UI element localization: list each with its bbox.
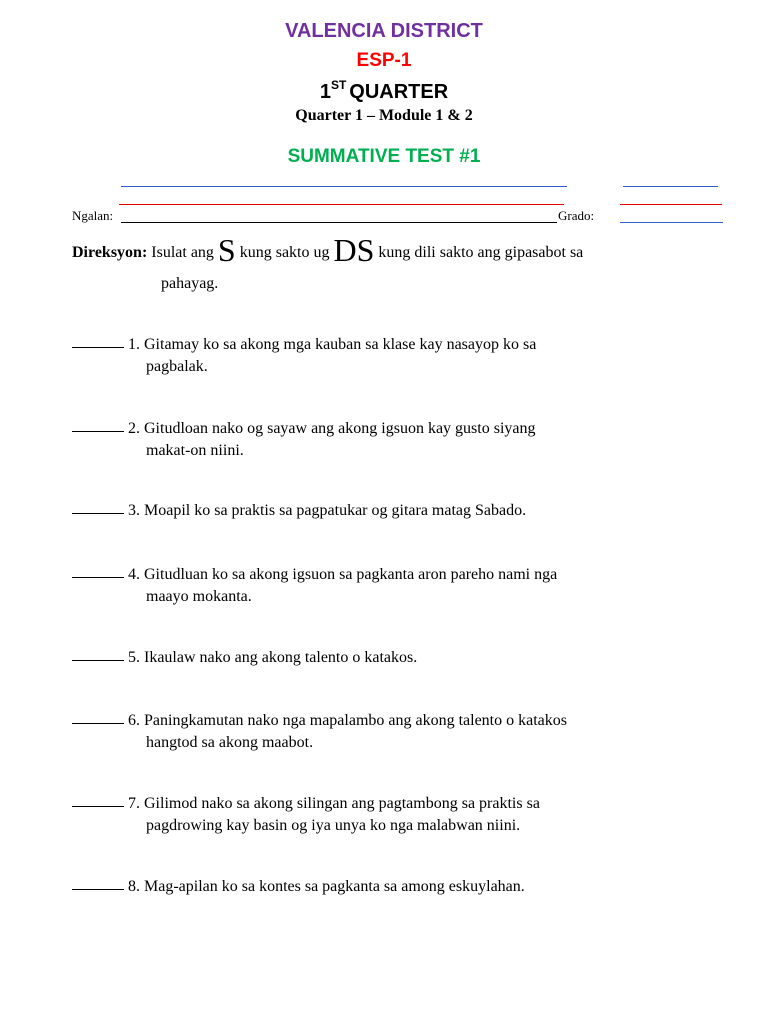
question-text: 2. Gitudloan nako og sayaw ang akong igsuon kay gusto siyang [128, 420, 536, 437]
blank-line [119, 204, 564, 205]
question-text-continued: pagdrowing kay basin og iya unya ko nga malabwan niini. [146, 817, 521, 834]
quarter-superscript: ST [330, 78, 347, 92]
direction-label: Direksyon: [72, 244, 148, 261]
blank-line [620, 204, 722, 205]
question-text: 8. Mag-apilan ko sa kontes sa pagkanta sa among eskuylahan. [128, 878, 525, 895]
question-item [72, 793, 540, 837]
blank-line [121, 186, 567, 187]
ds-mark: DS [333, 232, 375, 268]
direction-text: kung dili sakto ang gipasabot sa [374, 244, 584, 261]
test-title: SUMMATIVE TEST #1 [287, 146, 481, 167]
question-item [72, 500, 526, 522]
directions [72, 232, 584, 292]
direction-text: Isulat ang [147, 244, 218, 261]
grade-label: Grado: [558, 208, 595, 223]
grade-field[interactable] [620, 222, 723, 223]
quarter-word: QUARTER [349, 81, 449, 103]
answer-blank[interactable] [72, 647, 124, 661]
question-text-continued: pagbalak. [146, 358, 208, 375]
question-text-continued: makat-on niini. [146, 442, 244, 459]
answer-blank[interactable] [72, 876, 124, 890]
subject-title: ESP-1 [356, 50, 412, 71]
question-text: 3. Moapil ko sa praktis sa pagpatukar og gitara matag Sabado. [128, 502, 527, 519]
question-text: 7. Gilimod nako sa akong silingan ang pagtambong sa praktis sa [128, 795, 540, 812]
answer-blank[interactable] [72, 793, 124, 807]
blank-line [623, 186, 718, 187]
question-item [72, 564, 557, 608]
question-text-continued: hangtod sa akong maabot. [146, 734, 314, 751]
answer-blank[interactable] [72, 710, 124, 724]
question-item [72, 334, 536, 378]
question-text: 4. Gitudluan ko sa akong igsuon sa pagkanta aron pareho nami nga [128, 566, 558, 583]
quarter-number: 1 [319, 81, 331, 103]
answer-blank[interactable] [72, 500, 124, 514]
question-item [72, 876, 525, 898]
question-text-continued: maayo mokanta. [146, 588, 252, 605]
direction-text-continued: pahayag. [161, 275, 219, 292]
question-text: 1. Gitamay ko sa akong mga kauban sa klase kay nasayop ko sa [128, 336, 537, 353]
question-text: 6. Paningkamutan nako nga mapalambo ang akong talento o katakos [128, 712, 567, 729]
question-item [72, 418, 536, 462]
s-mark: S [217, 232, 236, 268]
answer-blank[interactable] [72, 418, 124, 432]
answer-blank[interactable] [72, 334, 124, 348]
name-label: Ngalan: [72, 208, 114, 223]
direction-text: kung sakto ug [235, 244, 334, 261]
question-item [72, 710, 567, 754]
question-item [72, 647, 417, 669]
question-text: 5. Ikaulaw nako ang akong talento o katakos. [128, 649, 418, 666]
quarter-title [0, 78, 768, 104]
name-field[interactable] [121, 222, 557, 223]
answer-blank[interactable] [72, 564, 124, 578]
district-title: VALENCIA DISTRICT [285, 20, 483, 42]
module-subtitle: Quarter 1 – Module 1 & 2 [295, 107, 473, 124]
